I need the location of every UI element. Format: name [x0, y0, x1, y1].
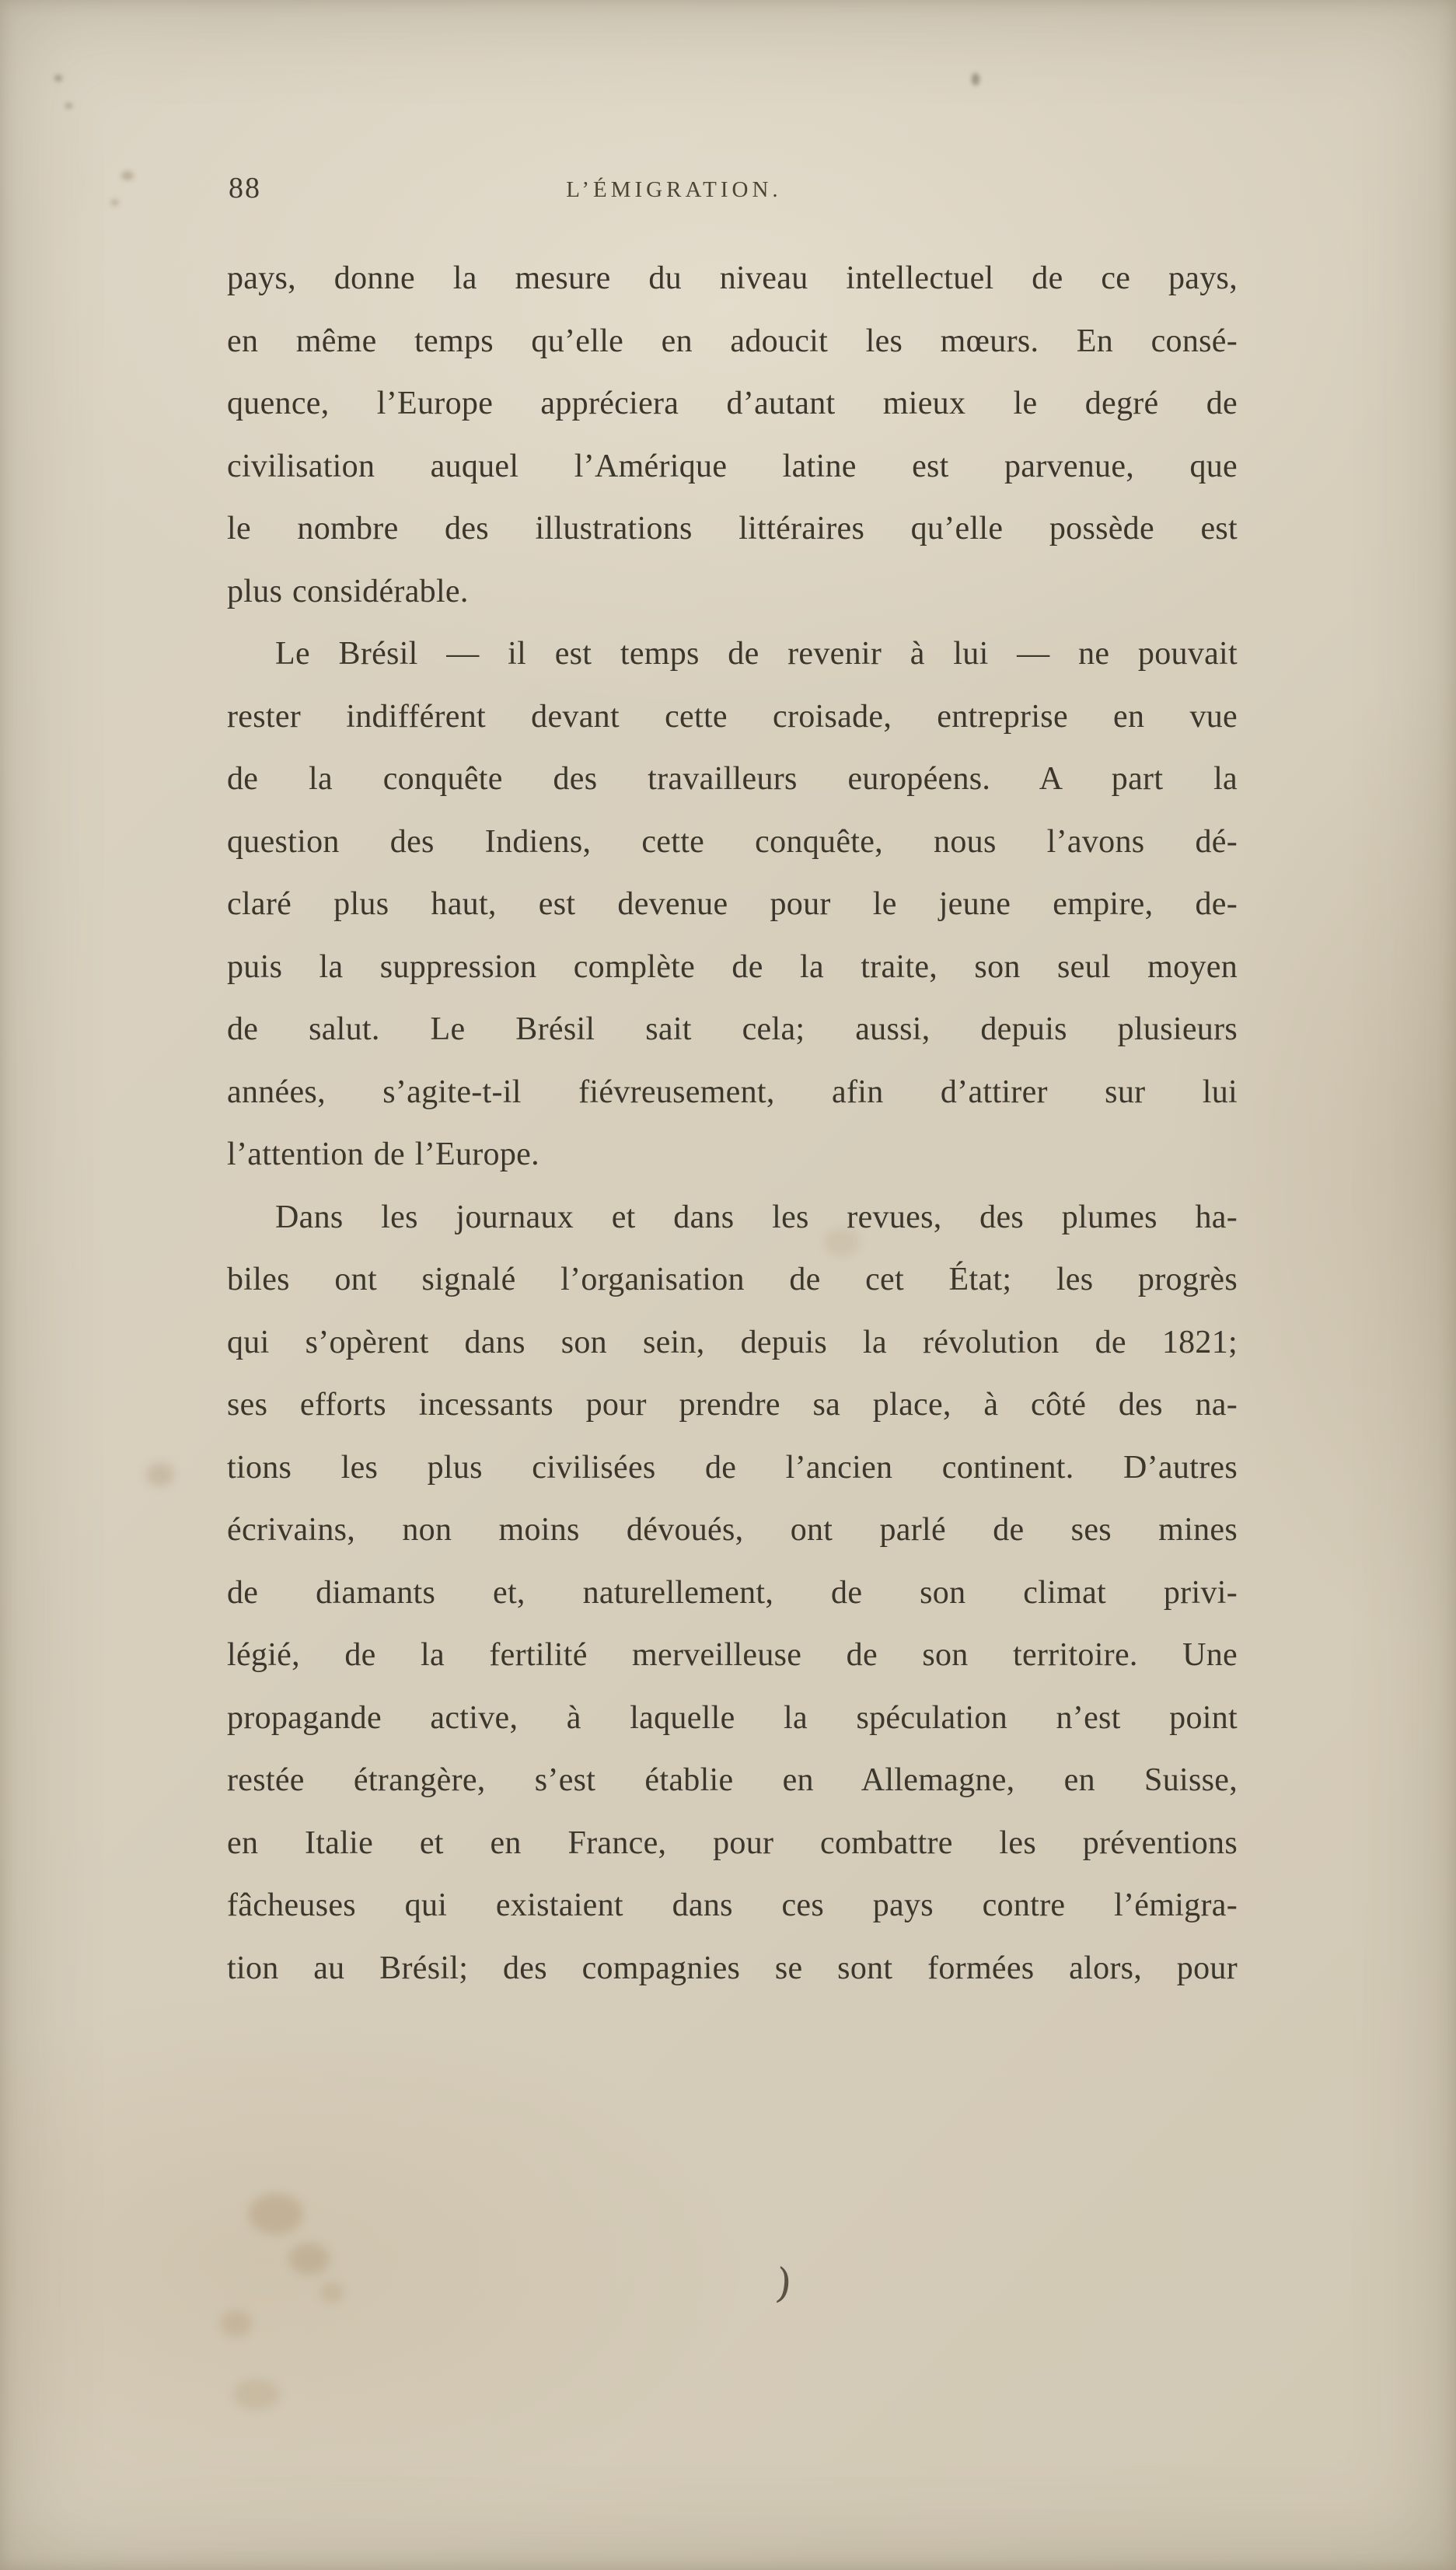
text-line: restée étrangère, s’est établie en Allemagne, en Suisse,: [227, 1762, 1238, 1798]
text-line: en même temps qu’elle en adoucit les mœurs. En consé-: [227, 323, 1238, 359]
stain: [249, 2194, 303, 2234]
text-line: de salut. Le Brésil sait cela; aussi, depuis plusieurs: [227, 1011, 1238, 1047]
stain: [121, 171, 134, 180]
text-line: quence, l’Europe appréciera d’autant mieux le degré de: [227, 386, 1238, 421]
page-number: 88: [229, 172, 261, 204]
stain: [110, 199, 119, 206]
stain: [221, 2310, 252, 2337]
text-line: ses efforts incessants pour prendre sa place, à côté des na-: [227, 1387, 1238, 1423]
text-line: Le Brésil — il est temps de revenir à lui — ne pouvait: [275, 636, 1238, 672]
text-line: années, s’agite-t-il fiévreusement, afin d’attirer sur lui: [227, 1074, 1238, 1110]
text-line: propagande active, à laquelle la spéculation n’est point: [227, 1699, 1238, 1736]
text-line: claré plus haut, est devenue pour le jeune empire, de-: [227, 886, 1238, 922]
text-line: rester indifférent devant cette croisade, entreprise en vue: [227, 698, 1238, 735]
stain: [54, 75, 62, 82]
stain: [320, 2282, 344, 2303]
stain: [146, 1463, 174, 1486]
text-line: l’attention de l’Europe.: [227, 1137, 539, 1172]
text-line: fâcheuses qui existaient dans ces pays contre l’émigra-: [227, 1887, 1238, 1923]
stain: [972, 73, 979, 86]
text-line: question des Indiens, cette conquête, nous l’avons dé-: [227, 823, 1238, 860]
stain: [233, 2379, 280, 2410]
text-line: de la conquête des travailleurs européens. A part la: [227, 761, 1238, 797]
text-line: puis la suppression complète de la traite, son seul moyen: [227, 948, 1238, 985]
text-line: écrivains, non moins dévoués, ont parlé de ses mines: [227, 1512, 1238, 1548]
text-line: tions les plus civilisées de l’ancien continent. D’autres: [227, 1449, 1238, 1486]
text-line: de diamants et, naturellement, de son climat privi-: [227, 1574, 1238, 1611]
text-line: qui s’opèrent dans son sein, depuis la révolution de 1821;: [227, 1324, 1238, 1360]
page-header: [227, 168, 1238, 222]
text-line: le nombre des illustrations littéraires qu’elle possède est: [227, 511, 1238, 546]
text-line: civilisation auquel l’Amérique latine est parvenue, que: [227, 448, 1238, 484]
text-line: en Italie et en France, pour combattre les préventions: [227, 1824, 1238, 1861]
text-line: Dans les journaux et dans les revues, des plumes ha-: [275, 1199, 1238, 1235]
text-line: légié, de la fertilité merveilleuse de son territoire. Une: [227, 1637, 1238, 1673]
text-line: plus considérable.: [227, 573, 469, 609]
pen-mark: ): [773, 2260, 794, 2308]
text-block: [227, 247, 1238, 1999]
running-header: L’ÉMIGRATION.: [566, 177, 782, 202]
stain: [65, 103, 72, 109]
text-line: biles ont signalé l’organisation de cet État; les progrès: [227, 1262, 1238, 1297]
text-line: pays, donne la mesure du niveau intellectuel de ce pays,: [227, 260, 1238, 296]
text-line: tion au Brésil; des compagnies se sont formées alors, pour: [227, 1950, 1238, 1986]
stain: [289, 2244, 330, 2275]
